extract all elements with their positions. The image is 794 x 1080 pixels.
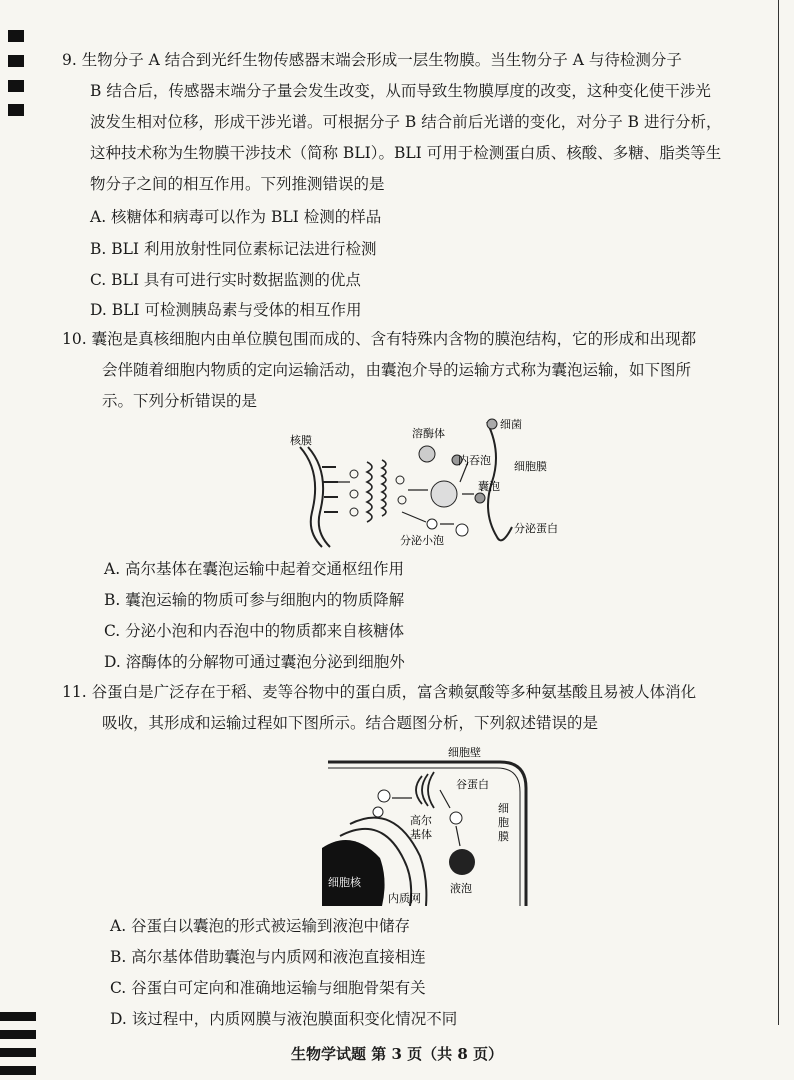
vesicle-transport-diagram [282,412,572,552]
stem-line: 9. 生物分子 A 结合到光纤生物传感器末端会形成一层生物膜。当生物分子 A 与待检测分子 [62,51,682,69]
label-secretory-vesicle: 分泌小泡 [400,534,444,547]
question-9-stem [62,45,762,200]
label-golgi-line2: 基体 [410,828,432,841]
margin-bar [8,104,24,116]
label-phagosome: 内吞泡 [458,454,491,467]
page-footer: 生物学试题 第 3 页（共 8 页） [291,1045,503,1063]
label-secretory-protein: 分泌蛋白 [514,522,558,535]
glutelin-transport-diagram [322,740,532,906]
q10-option-b: B. 囊泡运输的物质可参与细胞内的物质降解 [104,591,405,609]
q11-option-a: A. 谷蛋白以囊泡的形式被运输到液泡中储存 [110,917,411,935]
label-glutelin: 谷蛋白 [456,778,489,791]
q9-option-c: C. BLI 具有可进行实时数据监测的优点 [90,271,361,289]
question-11-stem [62,677,774,739]
label-cell-membrane: 细胞膜 [514,460,547,473]
q10-option-d: D. 溶酶体的分解物可通过囊泡分泌到细胞外 [104,653,405,671]
question-10-stem [62,324,774,417]
label-lysosome: 溶酶体 [412,427,445,440]
stem-line: 会伴随着细胞内物质的定向运输活动，由囊泡介导的运输方式称为囊泡运输，如下图所 [102,361,692,379]
stem-line: B 结合后，传感器末端分子量会发生改变，从而导致生物膜厚度的改变，这种变化使干涉光 [90,82,711,100]
q10-option-a: A. 高尔基体在囊泡运输中起着交通枢纽作用 [104,560,405,578]
margin-bar [8,80,24,92]
label-nucleus: 细胞核 [328,876,361,889]
q11-option-b: B. 高尔基体借助囊泡与内质网和液泡直接相连 [110,948,426,966]
label-cell-membrane-3: 膜 [498,830,509,843]
q11-option-c: C. 谷蛋白可定向和准确地运输与细胞骨架有关 [110,979,426,997]
label-nuclear-membrane: 核膜 [290,434,312,447]
margin-bar [0,1012,36,1021]
margin-bar [0,1066,36,1075]
label-cell-wall: 细胞壁 [448,746,481,759]
label-vacuole: 液泡 [450,882,472,895]
label-golgi-line1: 高尔 [410,814,432,827]
stem-line: 10. 囊泡是真核细胞内由单位膜包围而成的、含有特殊内含物的膜泡结构，它的形成和出现都 [62,330,697,348]
stem-line: 吸收，其形成和运输过程如下图所示。结合题图分析，下列叙述错误的是 [102,714,599,732]
q11-option-d: D. 该过程中，内质网膜与液泡膜面积变化情况不同 [110,1010,458,1028]
stem-line: 11. 谷蛋白是广泛存在于稻、麦等谷物中的蛋白质，富含赖氨酸等多种氨基酸且易被人体消化 [62,683,697,701]
label-cell-membrane-1: 细 [498,802,509,815]
stem-line: 波发生相对位移，形成干涉光谱。可根据分子 B 结合前后光谱的变化，对分子 B 进行分析， [90,113,722,131]
q9-option-d: D. BLI 可检测胰岛素与受体的相互作用 [90,301,362,319]
q9-option-a: A. 核糖体和病毒可以作为 BLI 检测的样品 [90,208,382,226]
stem-line: 示。下列分析错误的是 [102,392,258,410]
label-cell-membrane-2: 胞 [498,816,509,829]
label-vesicle: 囊泡 [478,480,500,493]
page-border-line [778,0,779,1025]
stem-line: 这种技术称为生物膜干涉技术（简称 BLI）。BLI 可用于检测蛋白质、核酸、多糖、脂类等生 [90,144,722,162]
margin-bar [0,1030,36,1039]
margin-bar [8,55,24,67]
stem-line: 物分子之间的相互作用。下列推测错误的是 [90,175,385,193]
label-er: 内质网 [388,892,421,905]
q9-option-b: B. BLI 利用放射性同位素标记法进行检测 [90,240,377,258]
margin-bar [8,30,24,42]
q10-option-c: C. 分泌小泡和内吞泡中的物质都来自核糖体 [104,622,405,640]
label-bacteria: 细菌 [500,418,522,431]
